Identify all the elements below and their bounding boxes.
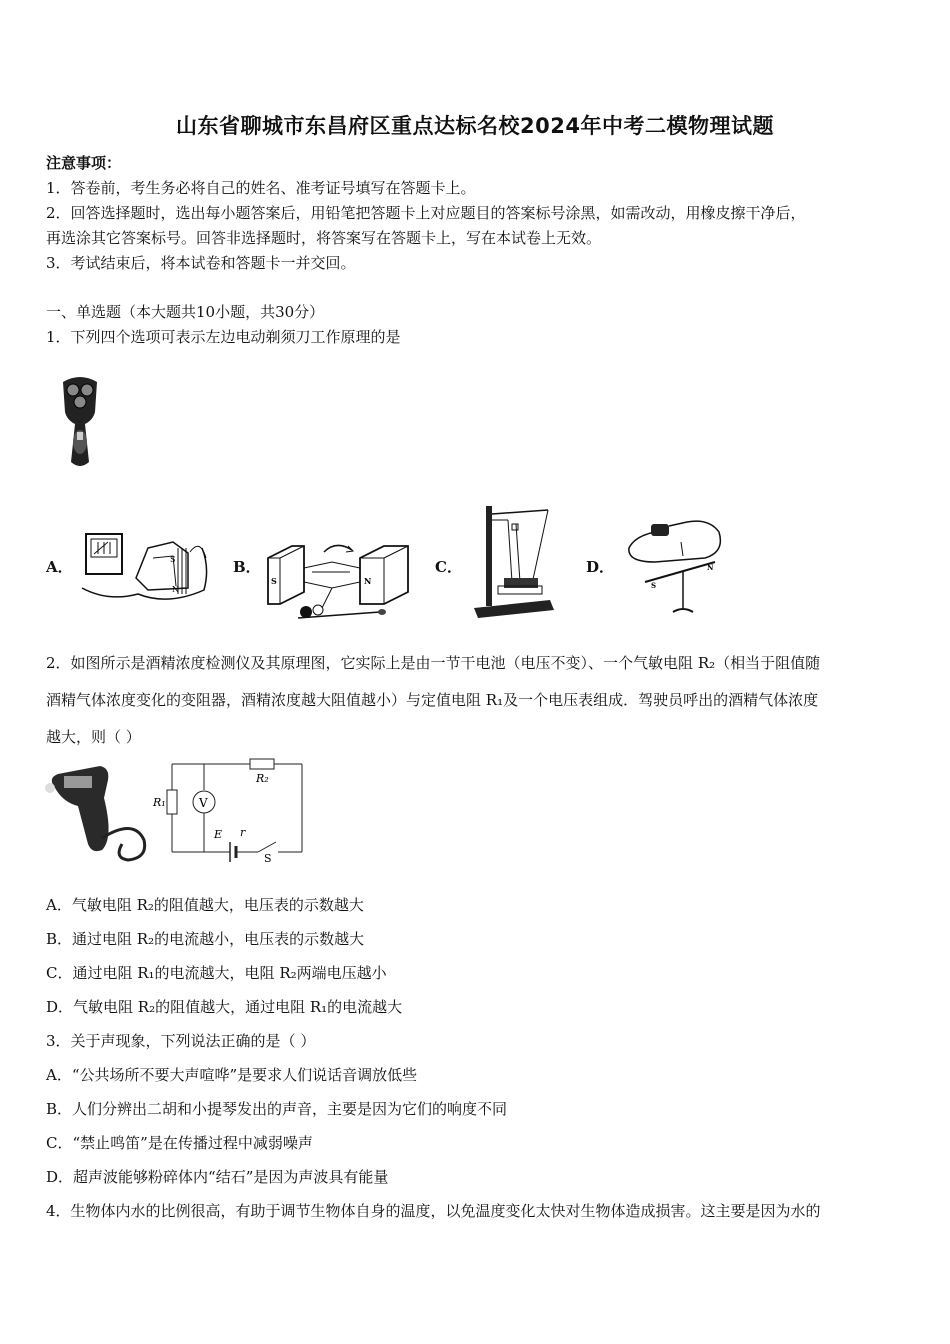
emf-label: E bbox=[214, 828, 223, 841]
magnet-pole-label: N bbox=[364, 576, 372, 586]
q2-option-d: D．气敏电阻 R₂的阻值越大，通过电阻 R₁的电流越大 bbox=[46, 998, 403, 1016]
notice-item: 1．答卷前，考生务必将自己的姓名、准考证号填写在答题卡上。 bbox=[46, 179, 476, 197]
question-3-stem: 3．关于声现象，下列说法正确的是（ ） bbox=[46, 1032, 316, 1050]
page-title: 山东省聊城市东昌府区重点达标名校2024年中考二模物理试题 bbox=[176, 114, 774, 138]
notice-item: 再选涂其它答案标号。回答非选择题时，将答案写在答题卡上，写在本试卷上无效。 bbox=[46, 229, 602, 247]
magnet-pole-label: N bbox=[707, 563, 714, 572]
question-2-stem: 越大，则（ ） bbox=[46, 728, 141, 746]
section-heading: 一、单选题（本大题共10小题，共30分） bbox=[46, 303, 325, 321]
q1-option-d-figure bbox=[625, 512, 730, 617]
q1-option-a-figure bbox=[78, 528, 213, 608]
question-4-stem: 4．生物体内水的比例很高，有助于调节生物体自身的温度，以免温度变化太快对生物体造成损害。这主要是因为水的 bbox=[46, 1202, 821, 1220]
q3-option-b: B．人们分辨出二胡和小提琴发出的声音，主要是因为它们的响度不同 bbox=[46, 1100, 508, 1118]
q2-circuit-diagram bbox=[150, 756, 310, 864]
magnet-pole-label: S bbox=[271, 576, 277, 586]
notice-heading: 注意事项： bbox=[46, 154, 122, 172]
q1-option-b-figure bbox=[262, 528, 412, 628]
q2-option-b: B．通过电阻 R₂的电流越小，电压表的示数越大 bbox=[46, 930, 365, 948]
question-2-stem: 2．如图所示是酒精浓度检测仪及其原理图，它实际上是由一节干电池（电压不变）、一个气敏电阻 R₂（相当于阻值随 bbox=[46, 654, 821, 672]
q2-option-a: A．气敏电阻 R₂的阻值越大，电压表的示数越大 bbox=[46, 896, 364, 914]
q2-option-c: C．通过电阻 R₁的电流越大，电阻 R₂两端电压越小 bbox=[46, 964, 387, 982]
notice-item: 2．回答选择题时，选出每小题答案后，用铅笔把答题卡上对应题目的答案标号涂黑，如需改动，用橡皮擦干净后， bbox=[46, 204, 806, 222]
q3-option-d: D．超声波能够粉碎体内“结石”是因为声波具有能量 bbox=[46, 1168, 389, 1186]
question-1-stem: 1．下列四个选项可表示左边电动剃须刀工作原理的是 bbox=[46, 328, 401, 346]
notice-item: 3．考试结束后，将本试卷和答题卡一并交回。 bbox=[46, 254, 356, 272]
q1-option-c-figure bbox=[468, 500, 558, 620]
breathalyzer-image bbox=[44, 758, 154, 868]
r2-label: R₂ bbox=[256, 772, 269, 785]
question-2-stem: 酒精气体浓度变化的变阻器，酒精浓度越大阻值越小）与定值电阻 R₁及一个电压表组成．驾驶员呼出的酒精气体浓度 bbox=[46, 691, 819, 709]
q1-option-d-label: D． bbox=[586, 558, 615, 576]
q1-option-c-label: C． bbox=[435, 558, 462, 576]
r1-label: R₁ bbox=[153, 796, 166, 809]
q3-option-a: A．“公共场所不要大声喧哗”是要求人们说话音调放低些 bbox=[46, 1066, 418, 1084]
magnet-pole-label: N bbox=[172, 585, 179, 594]
internal-resistance-label: r bbox=[240, 826, 246, 839]
magnet-pole-label: S bbox=[651, 581, 657, 590]
electric-shaver-image bbox=[55, 372, 105, 472]
voltmeter-label: V bbox=[199, 796, 208, 810]
q1-option-b-label: B． bbox=[233, 558, 261, 576]
q3-option-c: C．“禁止鸣笛”是在传播过程中减弱噪声 bbox=[46, 1134, 313, 1152]
q1-option-a-label: A． bbox=[46, 558, 73, 576]
switch-label: S bbox=[264, 852, 272, 864]
magnet-pole-label: S bbox=[170, 555, 176, 564]
